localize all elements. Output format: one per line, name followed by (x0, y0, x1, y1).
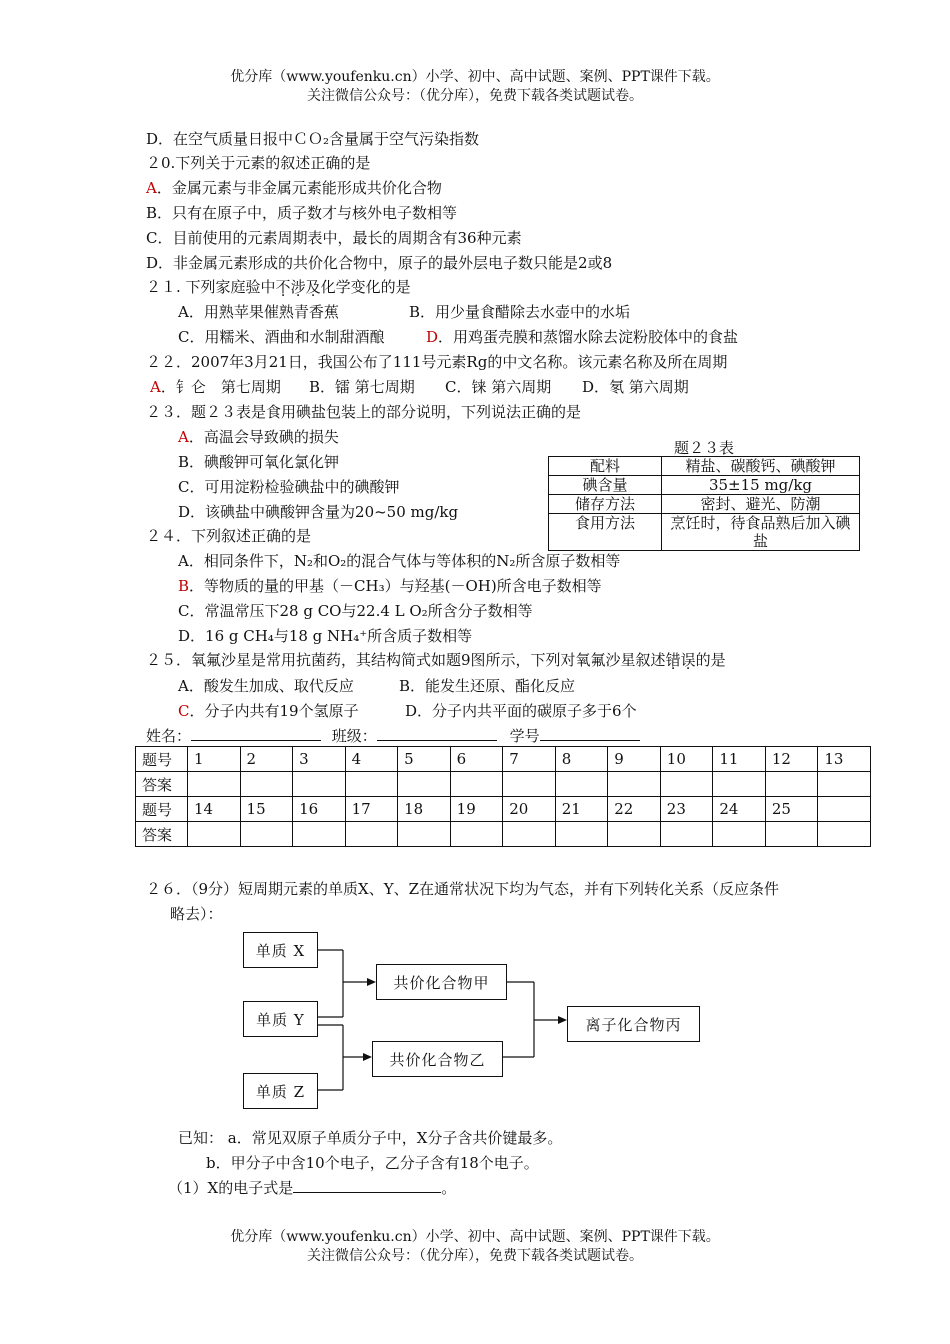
table-cell: 19 (450, 797, 503, 822)
table-cell: 18 (398, 797, 451, 822)
q20-option-d: D．非金属元素形成的共价化合物中，原子的最外层电子数只能是2或8 (146, 254, 613, 272)
q24-option-c: C．常温常压下28 g CO与22.4 L O₂所含分子数相等 (178, 602, 533, 620)
q26-sub1-answer-field[interactable] (293, 1178, 441, 1193)
q26-stem-line-1: ２６．（9分）短周期元素的单质X、Y、Z在通常状况下均为气态，并有下列转化关系（反应条件 (146, 880, 780, 898)
table-cell: 16 (293, 797, 346, 822)
q25-option-a: A．酸发生加成、取代反应 (178, 677, 354, 695)
table-cell: 6 (450, 747, 503, 772)
table-cell: 17 (345, 797, 398, 822)
node-covalent-compound-jia: 共价化合物甲 (376, 964, 507, 1000)
table-cell: 35±15 mg/kg (662, 476, 860, 495)
q23-option-d: D．该碘盐中碘酸钾含量为20~50 mg/kg (178, 503, 459, 521)
header-line-1: 优分库（www.youfenku.cn）小学、初中、高中试题、案例、PPT课件下载。 (230, 69, 720, 85)
table-cell: 23 (660, 797, 713, 822)
q22-stem: ２２．2007年3月21日，我国公布了111号元素Rg的中文名称。该元素名称及所在周期 (146, 353, 728, 371)
q23-option-a-letter: A (178, 428, 189, 446)
table-cell: 14 (188, 797, 241, 822)
table-cell: 7 (503, 747, 556, 772)
table-cell: 烹饪时，待食品熟后加入碘盐 (662, 514, 860, 551)
row-label: 题号 (136, 797, 188, 822)
q23-option-c: C．可用淀粉检验碘盐中的碘酸钾 (178, 478, 400, 496)
table-cell: 13 (818, 747, 871, 772)
q21-emph-3: 及 (305, 278, 321, 296)
q24-option-a: A．相同条件下，N₂和O₂的混合气体与等体积的N₂所含原子数相等 (178, 552, 621, 570)
table-cell: 储存方法 (549, 495, 662, 514)
table-cell: 4 (345, 747, 398, 772)
q25-stem-pre: ２５．氧氟沙星是常用抗菌药，其结构简式如题9图所示，下列对氧氟沙星叙述 (146, 651, 666, 669)
q20-option-a-letter: A (146, 179, 157, 197)
q25-emph-2: 误 (680, 651, 696, 669)
table-cell: 22 (608, 797, 661, 822)
footer-line-2: 关注微信公众号：（优分库），免费下载各类试题试卷。 (307, 1248, 643, 1264)
q21-option-b: B．用少量食醋除去水壶中的水垢 (409, 303, 631, 321)
q20-option-c: C．目前使用的元素周期表中，最长的周期含有36种元素 (146, 229, 522, 247)
q23-table-caption: 题２３表 (673, 439, 734, 457)
q22-option-a-letter: A (150, 378, 161, 396)
table-cell: 3 (293, 747, 346, 772)
q22-option-a-text: ．钅仑 第七周期 (160, 378, 281, 396)
q24-option-d: D．16 g CH₄与18 g NH₄⁺所含质子数相等 (178, 627, 473, 645)
table-cell: 10 (660, 747, 713, 772)
q24-option-b-text: ．等物质的量的甲基（－CH₃）与羟基(－OH)所含电子数相等 (189, 577, 602, 595)
table-cell: 密封、避光、防潮 (662, 495, 860, 514)
q21-option-d-text: ．用鸡蛋壳膜和蒸馏水除去淀粉胶体中的食盐 (438, 328, 739, 346)
q25-stem-post: 的是 (695, 651, 726, 669)
table-cell: 5 (398, 747, 451, 772)
node-ionic-compound-bing: 离子化合物丙 (567, 1006, 700, 1042)
header-line-2: 关注微信公众号：（优分库），免费下载各类试题试卷。 (307, 88, 643, 104)
q20-option-a-text: ．金属元素与非金属元素能形成共价化合物 (156, 179, 442, 197)
row-label: 题号 (136, 747, 188, 772)
table-cell: 1 (188, 747, 241, 772)
table-cell: 12 (765, 747, 818, 772)
q21-emph-1: 不 (275, 278, 291, 296)
table-cell: 配料 (549, 457, 662, 476)
q23-option-b: B．碘酸钾可氧化氯化钾 (178, 453, 340, 471)
q22-option-c: C．铼 第六周期 (445, 378, 552, 396)
node-element-z: 单质 Z (243, 1073, 318, 1109)
table-cell: 9 (608, 747, 661, 772)
table-cell: 8 (555, 747, 608, 772)
q25-option-b: B．能发生还原、酯化反应 (399, 677, 576, 695)
node-covalent-compound-yi: 共价化合物乙 (372, 1041, 503, 1077)
q26-sub-question-1 (168, 1177, 456, 1198)
answer-label: 答案 (136, 822, 188, 847)
table-cell: 15 (240, 797, 293, 822)
q21-stem-pre: ２１. 下列家庭验中 (146, 278, 276, 296)
q23-stem: ２３．题２３表是食用碘盐包装上的部分说明，下列说法正确的是 (146, 403, 582, 421)
table-cell: 21 (555, 797, 608, 822)
node-element-x: 单质 X (243, 932, 318, 968)
q21-emph-2: 涉 (290, 278, 306, 296)
name-label: 姓名： (146, 727, 192, 745)
q21-stem-post: 化学变化的是 (320, 278, 411, 296)
q24-stem: ２４．下列叙述正确的是 (146, 527, 312, 545)
q22-option-b: B．镭 第七周期 (309, 378, 415, 396)
answer-label: 答案 (136, 772, 188, 797)
q21-option-c: C．用糯米、酒曲和水制甜酒酿 (178, 328, 385, 346)
q25-emph-1: 错 (665, 651, 681, 669)
q24-option-b-letter: B (178, 577, 190, 595)
footer-line-1: 优分库（www.youfenku.cn）小学、初中、高中试题、案例、PPT课件下载。 (230, 1229, 720, 1245)
q21-option-a: A．用熟苹果催熟青香蕉 (178, 303, 339, 321)
q20-stem: ２0.下列关于元素的叙述正确的是 (146, 154, 371, 172)
q20-option-b: B．只有在原子中，质子数才与核外电子数相等 (146, 204, 458, 222)
q25-option-c-letter: C (178, 702, 190, 720)
table-cell: 25 (765, 797, 818, 822)
table-cell: 精盐、碳酸钙、碘酸钾 (662, 457, 860, 476)
q19-option-d: D．在空气质量日报中ＣＯ₂含量属于空气污染指数 (146, 130, 480, 148)
q26-stem-line-2: 略去）： (170, 905, 223, 923)
table-cell: 食用方法 (549, 514, 662, 551)
q26-known-a: 已知： a．常见双原子单质分子中，X分子含共价键最多。 (178, 1129, 563, 1147)
q21-option-d-letter: D (426, 328, 439, 346)
table-cell: 11 (713, 747, 766, 772)
q26-known-b: b．甲分子中含10个电子，乙分子含有18个电子。 (206, 1154, 539, 1172)
table-cell: 2 (240, 747, 293, 772)
q22-option-d: D．氡 第六周期 (582, 378, 689, 396)
class-label: 班级： (331, 727, 377, 745)
node-element-y: 单质 Y (243, 1001, 318, 1037)
q25-option-c-text: ．分子内共有19个氢原子 (189, 702, 359, 720)
student-id-label: 学号 (509, 727, 540, 745)
q26-sub1-text: （1）X的电子式是 (168, 1179, 294, 1197)
q26-sub1-end: 。 (441, 1179, 457, 1197)
table-cell: 20 (503, 797, 556, 822)
table-cell: 碘含量 (549, 476, 662, 495)
q23-option-a-text: ．高温会导致碘的损失 (188, 428, 339, 446)
table-cell: 24 (713, 797, 766, 822)
q25-option-d: D．分子内共平面的碳原子多于6个 (405, 702, 637, 720)
